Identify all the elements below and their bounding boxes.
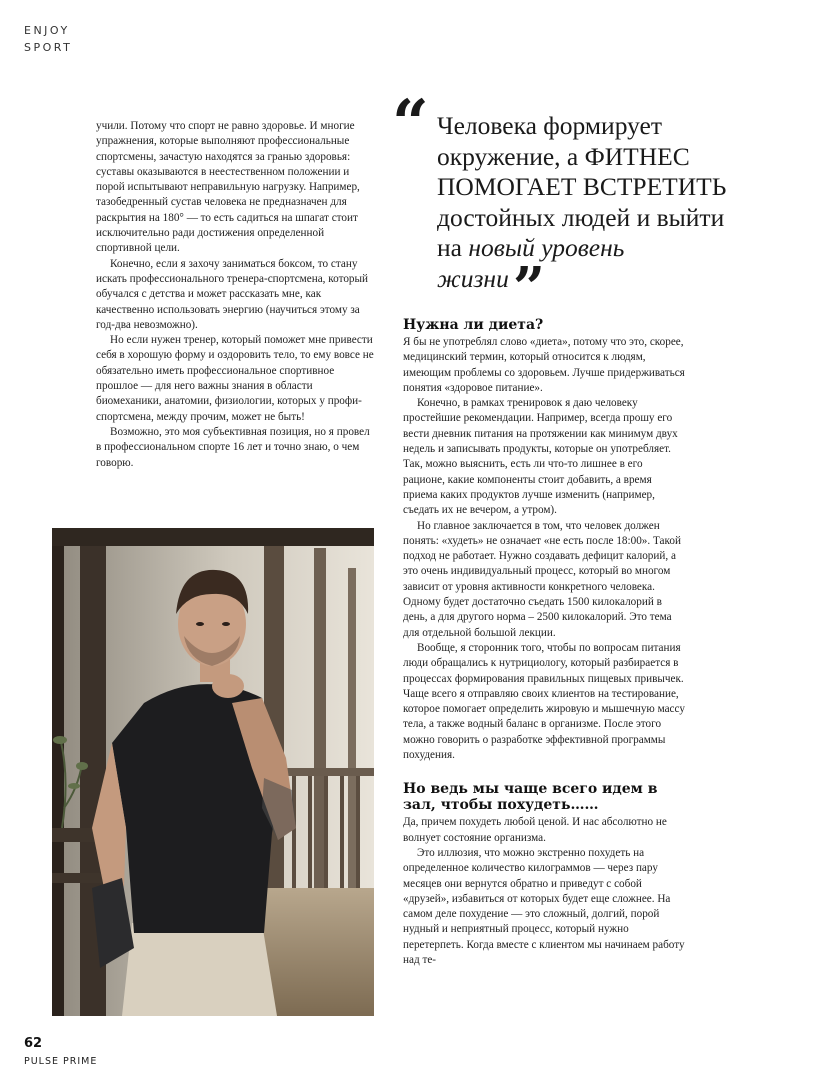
right-paragraph-4: Вообще, я сторонник того, чтобы по вопросам питания люди обращались к нутрициологу, который разбирается в процессах формирования правильных пищевых привычек. Чаще всего я отправляю своих клиентов на тестирование, которое помогает определить жировую и мышечную массу тела, а также водный баланс в организме. После этого можно говорить о разработке эффективной программы похудения. bbox=[403, 641, 685, 762]
quote-part-2-caps: ФИТНЕС ПОМОГАЕТ ВСТРЕТИТЬ bbox=[437, 141, 727, 201]
left-paragraph-1: учили. Потому что спорт не равно здоровье. И многие упражнения, которые выполняют профессиональные спортсмены, зачастую находятся за гранью здоровья: суставы оказываются в неестественном положении и порой испытывают неправильную нагрузку. Например, тазобедренный сустав человека не предназначен для раскрытия на 180° — то есть садиться на шпагат стоит исключительно ради достижения определенной спортивной цели. bbox=[96, 120, 360, 255]
pull-quote-text bbox=[437, 111, 727, 321]
section-label bbox=[24, 22, 72, 56]
left-paragraph-4: Возможно, это моя субъективная позиция, но я провел в профессиональном спорте 16 лет и точно знаю, о чем говорю. bbox=[96, 425, 370, 469]
left-paragraph-3: Но если нужен тренер, который поможет мне привести себя в хорошую форму и оздоровить тело, то ему вовсе не обязательно иметь профессиональное спортивное прошлое — для него важны знания в области биомеханики, анатомии, физиологии, которых у профи-спортсмена, между прочим, может не быть! bbox=[96, 334, 374, 423]
trainer-photo bbox=[52, 528, 374, 1016]
right-column bbox=[403, 317, 685, 968]
trainer-photo-illustration bbox=[52, 528, 374, 1016]
open-quote-mark: “ bbox=[392, 86, 429, 161]
right-paragraph-2: Конечно, в рамках тренировок я даю человеку простейшие рекомендации. Например, всегда прошу его вести дневник питания на протяжении как минимум двух недель и записывать продукты, которые он употребляет. Так, можно выяснить, есть ли что-то лишнее в его рационе, какие компоненты стоит добавить, а время приема каких продуктов лучше изменить (например, съедать их не вечером, а утром). bbox=[403, 397, 678, 517]
right-paragraph-3: Но главное заключается в том, что человек должен понять: «худеть» не означает «не есть после 18:00». Такой подход не работает. Нужно создавать дефицит калорий, а это очень индивидуальный процесс, который во многом зависит от уровня активности конкретного человека. Одному будет достаточно съедать 1500 килокалорий в день, а для другого норма – 2500 килокалорий. Это тема для отдельной большой лекции. bbox=[403, 519, 681, 639]
left-paragraph-2: Конечно, если я захочу заниматься боксом, то стану искать профессионального тренера-спортсмена, который обучался с детства и может рассказать мне, как качественно использовать энергию (научиться этому за год-два невозможно). bbox=[96, 257, 369, 331]
left-column bbox=[96, 119, 374, 471]
right-paragraph-1: Я бы не употреблял слово «диета», потому что это, скорее, медицинский термин, который относится к людям, имеющим проблемы со здоровьем. Лучше придерживаться понятия «здоровое питание». bbox=[403, 336, 685, 394]
section-label-line-2: SPORT bbox=[24, 41, 73, 54]
quote-part-4-italic: новый уровень жизни bbox=[437, 233, 625, 293]
heading-weight-loss: Но ведь мы чаще всего идем в зал, чтобы похудеть…… bbox=[403, 781, 658, 814]
right-paragraph-5: Да, причем похудеть любой ценой. И нас абсолютно не волнует состояние организма. bbox=[403, 816, 667, 844]
heading-diet: Нужна ли диета? bbox=[403, 317, 544, 333]
close-quote-mark: ” bbox=[512, 254, 546, 321]
publication-name: PULSE PRIME bbox=[24, 1056, 98, 1067]
page-number: 62 bbox=[24, 1036, 43, 1051]
right-paragraph-6: Это иллюзия, что можно экстренно похудеть на определенное количество килограммов — через пару месяцев они вернутся обратно и приведут с собой «друзей», избавиться от которых будет еще сложнее. На самом деле похудение — это сложный, долгий, порой нудный и неприятный процесс, который нужно перетерпеть. Когда вместе с клиентом мы начинаем работу над те- bbox=[403, 846, 685, 966]
section-label-line-1: ENJOY bbox=[24, 24, 70, 37]
quote-part-3: достойных людей и выйти на bbox=[437, 202, 725, 262]
quote-part-1: Человека формирует окружение, а bbox=[437, 111, 662, 171]
